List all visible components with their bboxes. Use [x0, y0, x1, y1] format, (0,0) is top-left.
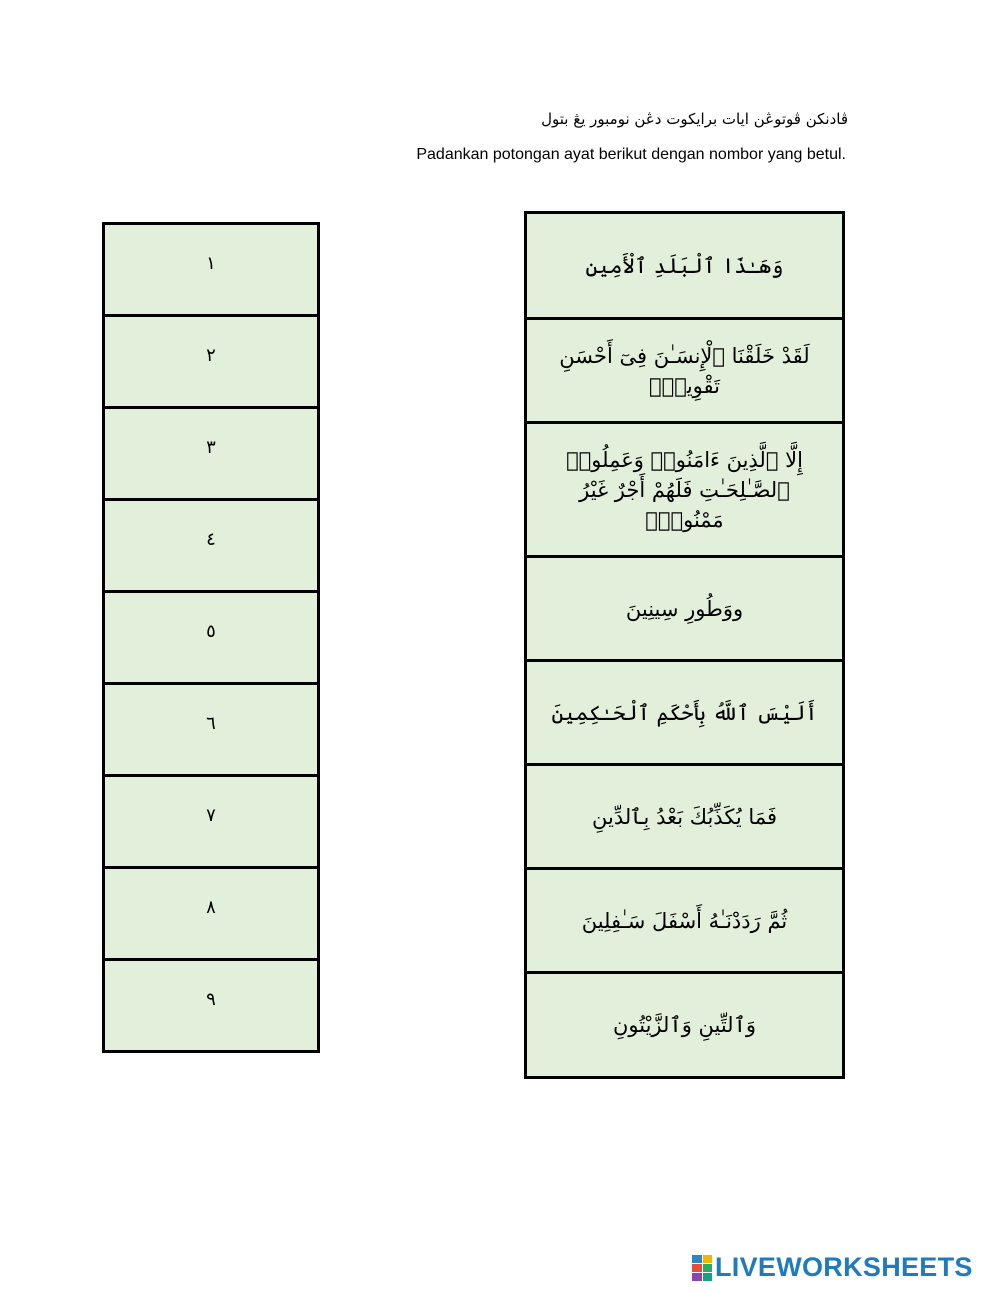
number-label: ٦ [206, 713, 216, 734]
verse-cell-2[interactable]: لَقَدْ خَلَقْنَا ٱلْإِنسَـٰنَ فِىٓ أَحْسَنِ تَقْوِيمٍۢ [527, 320, 842, 424]
number-cell-1[interactable] [105, 225, 317, 317]
liveworksheets-badge-icon [692, 1255, 712, 1281]
badge-square [703, 1255, 713, 1263]
number-label: ٧ [206, 805, 216, 826]
badge-square [692, 1264, 702, 1272]
number-cell-9[interactable] [105, 961, 317, 1050]
number-label: ٤ [206, 529, 216, 550]
badge-square [703, 1273, 713, 1281]
number-label: ١ [206, 253, 216, 274]
number-label: ٩ [206, 989, 216, 1010]
badge-square [692, 1273, 702, 1281]
verse-cell-5[interactable]: أَلَيْسَ ٱللَّهُ بِأَحْكَمِ ٱلْحَـٰكِمِينَ [527, 662, 842, 766]
instruction-jawi: ڤادنكن ڤوتوڠن ايات برايكوت دڠن نومبور يڠ بتول [541, 110, 848, 128]
verse-cell-7[interactable]: ثُمَّ رَدَدْنَـٰهُ أَسْفَلَ سَـٰفِلِينَ [527, 870, 842, 974]
instruction-rumi: Padankan potongan ayat berikut dengan nombor yang betul. [416, 146, 846, 163]
number-cell-6[interactable] [105, 685, 317, 777]
badge-square [692, 1255, 702, 1263]
badge-square [703, 1264, 713, 1272]
verse-column [524, 211, 845, 1079]
number-cell-7[interactable] [105, 777, 317, 869]
verse-cell-1[interactable]: وَهَـٰذَا ٱلْبَلَدِ ٱلْأَمِينِ [527, 214, 842, 320]
number-cell-4[interactable] [105, 501, 317, 593]
liveworksheets-wordmark: LIVEWORKSHEETS [715, 1252, 973, 1282]
verse-cell-3[interactable]: إِلَّا ٱلَّذِينَ ءَامَنُوا۟ وَعَمِلُوا۟ ٱلصَّـٰلِحَـٰتِ فَلَهُمْ أَجْرٌ غَيْرُ مَمْنُونٍۢ [527, 424, 842, 558]
number-label: ٣ [206, 437, 216, 458]
verse-cell-8[interactable]: وَٱلتِّينِ وَٱلزَّيْتُونِ [612, 1013, 757, 1037]
number-column [102, 222, 320, 1053]
liveworksheets-logo [692, 1252, 973, 1283]
number-cell-5[interactable] [105, 593, 317, 685]
verse-cell-4[interactable]: ووَطُورِ سِينِينَ [527, 558, 842, 662]
number-label: ٨ [206, 897, 216, 918]
number-label: ٢ [206, 345, 216, 366]
number-label: ٥ [206, 621, 216, 642]
number-cell-8[interactable] [105, 869, 317, 961]
number-cell-3[interactable] [105, 409, 317, 501]
number-cell-2[interactable] [105, 317, 317, 409]
verse-cell-6[interactable]: فَمَا يُكَذِّبُكَ بَعْدُ بِٱلدِّينِ [527, 766, 842, 870]
